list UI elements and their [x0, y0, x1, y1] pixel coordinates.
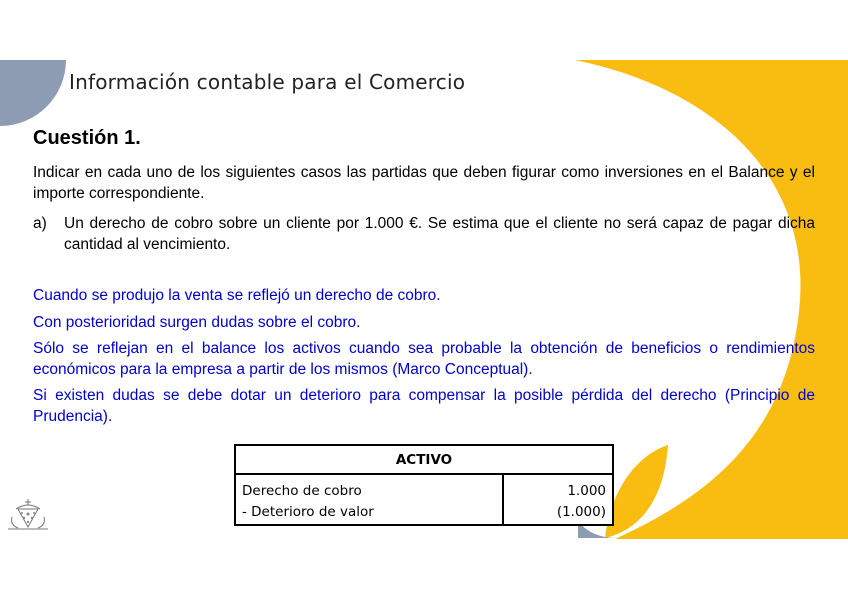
row-value: (1.000) — [503, 501, 613, 525]
balance-table — [234, 444, 614, 526]
answer-line-2: Con posterioridad surgen dudas sobre el cobro. — [33, 314, 361, 331]
answer-line-1: Cuando se produjo la venta se reflejó un derecho de cobro. — [33, 287, 441, 304]
answer-line-3: Sólo se reflejan en el balance los activos cuando sea probable la obtención de beneficios o rendimientos económicos para la empresa a partir de los mismos (Marco Conceptual). — [33, 340, 815, 378]
table-header: ACTIVO — [235, 445, 613, 474]
row-value: 1.000 — [503, 474, 613, 501]
case-item-a — [33, 213, 815, 255]
question-heading: Cuestión 1. — [33, 127, 141, 149]
university-seal-icon — [6, 497, 50, 531]
table-row — [235, 501, 613, 525]
case-item-text: Un derecho de cobro sobre un cliente por 1.000 €. Se estima que el cliente no será capaz de pagar dicha cantidad al vencimiento. — [64, 215, 815, 253]
case-item-marker: a) — [33, 215, 47, 232]
row-label: - Deterioro de valor — [235, 501, 503, 525]
answer-line-4: Si existen dudas se debe dotar un deterioro para compensar la posible pérdida del derecho (Principio de Prudencia). — [33, 387, 815, 425]
gray-quarter-circle — [0, 60, 66, 126]
table-row — [235, 474, 613, 501]
page-title: Información contable para el Comercio — [69, 70, 466, 94]
row-label: Derecho de cobro — [235, 474, 503, 501]
question-intro: Indicar en cada uno de los siguientes casos las partidas que deben figurar como inversiones en el Balance y el importe correspondiente. — [33, 164, 815, 202]
